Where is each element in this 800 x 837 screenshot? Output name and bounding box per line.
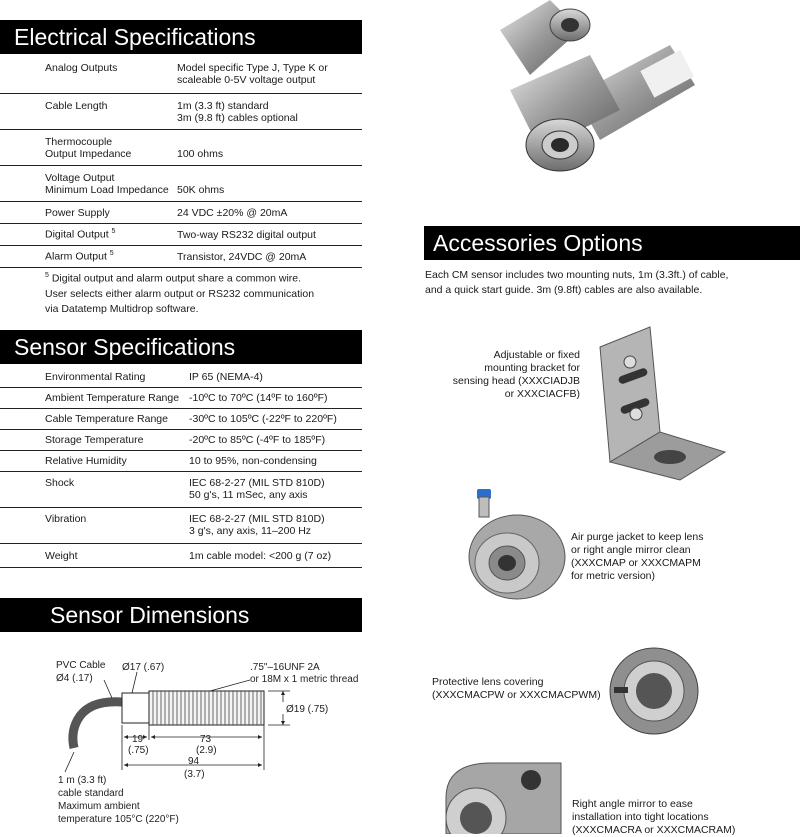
air-purge-caption: Air purge jacket to keep lens or right angle mirror clean (XXXCMAP or XXXCMAPM for metric version) <box>571 531 704 582</box>
footnote-mark: 5 <box>111 228 116 236</box>
sensor-specs-title: Sensor Specifications <box>14 334 236 360</box>
sensor-specs-banner <box>0 330 362 364</box>
table-row <box>0 388 362 409</box>
body-dia-label: Ø17 (.67) <box>122 662 165 673</box>
spec-label: Relative Humidity <box>45 455 127 467</box>
spec-value: -20ºC to 85ºC (-4ºF to 185ºF) <box>189 434 326 446</box>
pvc-cable <box>73 702 122 748</box>
table-row <box>0 430 362 451</box>
right-angle-mirror-photo <box>436 758 566 834</box>
dim-19-inch: (.75) <box>128 745 149 756</box>
protective-lens-cover-photo <box>606 645 701 737</box>
table-row <box>0 58 362 94</box>
spec-label: Digital Output $^5$ <box>45 228 116 241</box>
spec-value: 10 to 95%, non-condensing <box>189 455 317 467</box>
spec-value: 100 ohms <box>177 148 224 160</box>
table-row <box>0 94 362 130</box>
spec-value: IEC 68-2-27 (MIL STD 810D) 3 g's, any axis, 11–200 Hz <box>189 513 325 537</box>
spec-value: Transistor, 24VDC @ 20mA <box>177 250 307 263</box>
cable-note-4: temperature 105°C (220°F) <box>58 814 179 825</box>
sensor-product-photo <box>470 0 720 190</box>
electrical-specs-title: Electrical Specifications <box>14 24 256 50</box>
bracket-caption: Adjustable or fixed mounting bracket for sensing head (XXXCIADJB or XXXCIACFB) <box>452 349 580 400</box>
spec-value: -30ºC to 105ºC (-22ºF to 220ºF) <box>189 413 337 425</box>
spec-label: Vibration <box>45 513 87 525</box>
sensor-dimensions-banner <box>0 598 362 632</box>
table-row <box>0 130 362 166</box>
cable-note-2: cable standard <box>58 788 124 799</box>
table-row <box>0 202 362 224</box>
outer-dia-label: Ø19 (.75) <box>286 704 329 715</box>
table-row <box>0 472 362 508</box>
thread-label-1: .75"–16UNF 2A <box>250 662 320 673</box>
spec-label: Power Supply <box>45 206 110 219</box>
spec-label: Cable Temperature Range <box>45 413 168 425</box>
spec-label: Alarm Output $^5$ <box>45 250 114 263</box>
spec-value: 1m (3.3 ft) standard 3m (9.8 ft) cables optional <box>177 100 298 124</box>
accessories-title: Accessories Options <box>433 230 643 256</box>
spec-value: IEC 68-2-27 (MIL STD 810D) 50 g's, 11 mSec, any axis <box>189 477 325 501</box>
accessories-banner <box>424 226 800 260</box>
footnote-mark: 5 <box>109 250 114 258</box>
dim-73: 73 <box>200 734 212 745</box>
accessories-intro: Each CM sensor includes two mounting nuts, 1m (3.3ft.) of cable, and a quick start guide. 3m (9.8ft) cables are also available. <box>425 269 729 296</box>
electrical-footnote: $^5$ Digital output and alarm output share a common wire. User selects either alarm output or RS232 communication via Datatemp Multidrop software. <box>45 272 315 315</box>
dim-94-inch: (3.7) <box>184 769 205 780</box>
cable-note-3: Maximum ambient <box>58 801 140 812</box>
spec-value: Two-way RS232 digital output <box>177 228 316 241</box>
spec-value: Model specific Type J, Type K or scaleable 0-5V voltage output <box>177 62 328 86</box>
dim-94: 94 <box>188 756 200 767</box>
cable-note-1: 1 m (3.3 ft) <box>58 775 107 786</box>
spec-value: IP 65 (NEMA-4) <box>189 371 263 383</box>
spec-label: Analog Outputs <box>45 62 118 74</box>
electrical-specs-banner <box>0 20 362 54</box>
spec-value: 50K ohms <box>177 184 225 196</box>
sensor-tube-3 <box>510 55 620 171</box>
spec-label: Thermocouple Output Impedance <box>45 136 132 160</box>
spec-value: 24 VDC ±20% @ 20mA <box>177 206 288 219</box>
table-row <box>0 224 362 246</box>
sensor-specs-table <box>0 367 362 568</box>
mounting-bracket-photo <box>590 322 730 482</box>
right-angle-mirror-caption: Right angle mirror to ease installation into tight locations (XXXCMACRA or XXXCMACRAM) <box>572 798 736 836</box>
spec-value: 1m cable model: <200 g (7 oz) <box>189 549 332 562</box>
sensor-dimensions-title: Sensor Dimensions <box>50 602 250 628</box>
table-row <box>0 544 362 568</box>
lens-cover-caption: Protective lens covering (XXXCMACPW or XXXCMACPWM) <box>432 676 601 701</box>
dim-73-inch: (2.9) <box>196 745 217 756</box>
spec-label: Weight <box>45 549 78 562</box>
table-row <box>0 508 362 544</box>
table-row <box>0 409 362 430</box>
air-purge-jacket-photo <box>455 485 570 605</box>
spec-label: Cable Length <box>45 100 108 112</box>
thread-label-2: or 18M x 1 metric thread <box>250 674 359 685</box>
spec-label: Environmental Rating <box>45 371 146 383</box>
spec-label: Voltage Output Minimum Load Impedance <box>45 172 169 196</box>
sensor-dimension-drawing <box>0 640 380 834</box>
spec-label: Shock <box>45 477 75 489</box>
table-row <box>0 367 362 388</box>
threaded-body <box>149 691 264 725</box>
pvc-dia-label: Ø4 (.17) <box>56 673 93 684</box>
dim-19: 19 <box>132 734 144 745</box>
pvc-cable-label: PVC Cable <box>56 660 106 671</box>
table-row <box>0 166 362 202</box>
table-row <box>0 451 362 472</box>
electrical-specs-table <box>0 58 362 268</box>
spec-label: Storage Temperature <box>45 434 144 446</box>
sensor-collar <box>122 693 149 723</box>
spec-label: Ambient Temperature Range <box>45 392 180 404</box>
spec-value: -10ºC to 70ºC (14ºF to 160ºF) <box>189 392 328 404</box>
table-row <box>0 246 362 268</box>
